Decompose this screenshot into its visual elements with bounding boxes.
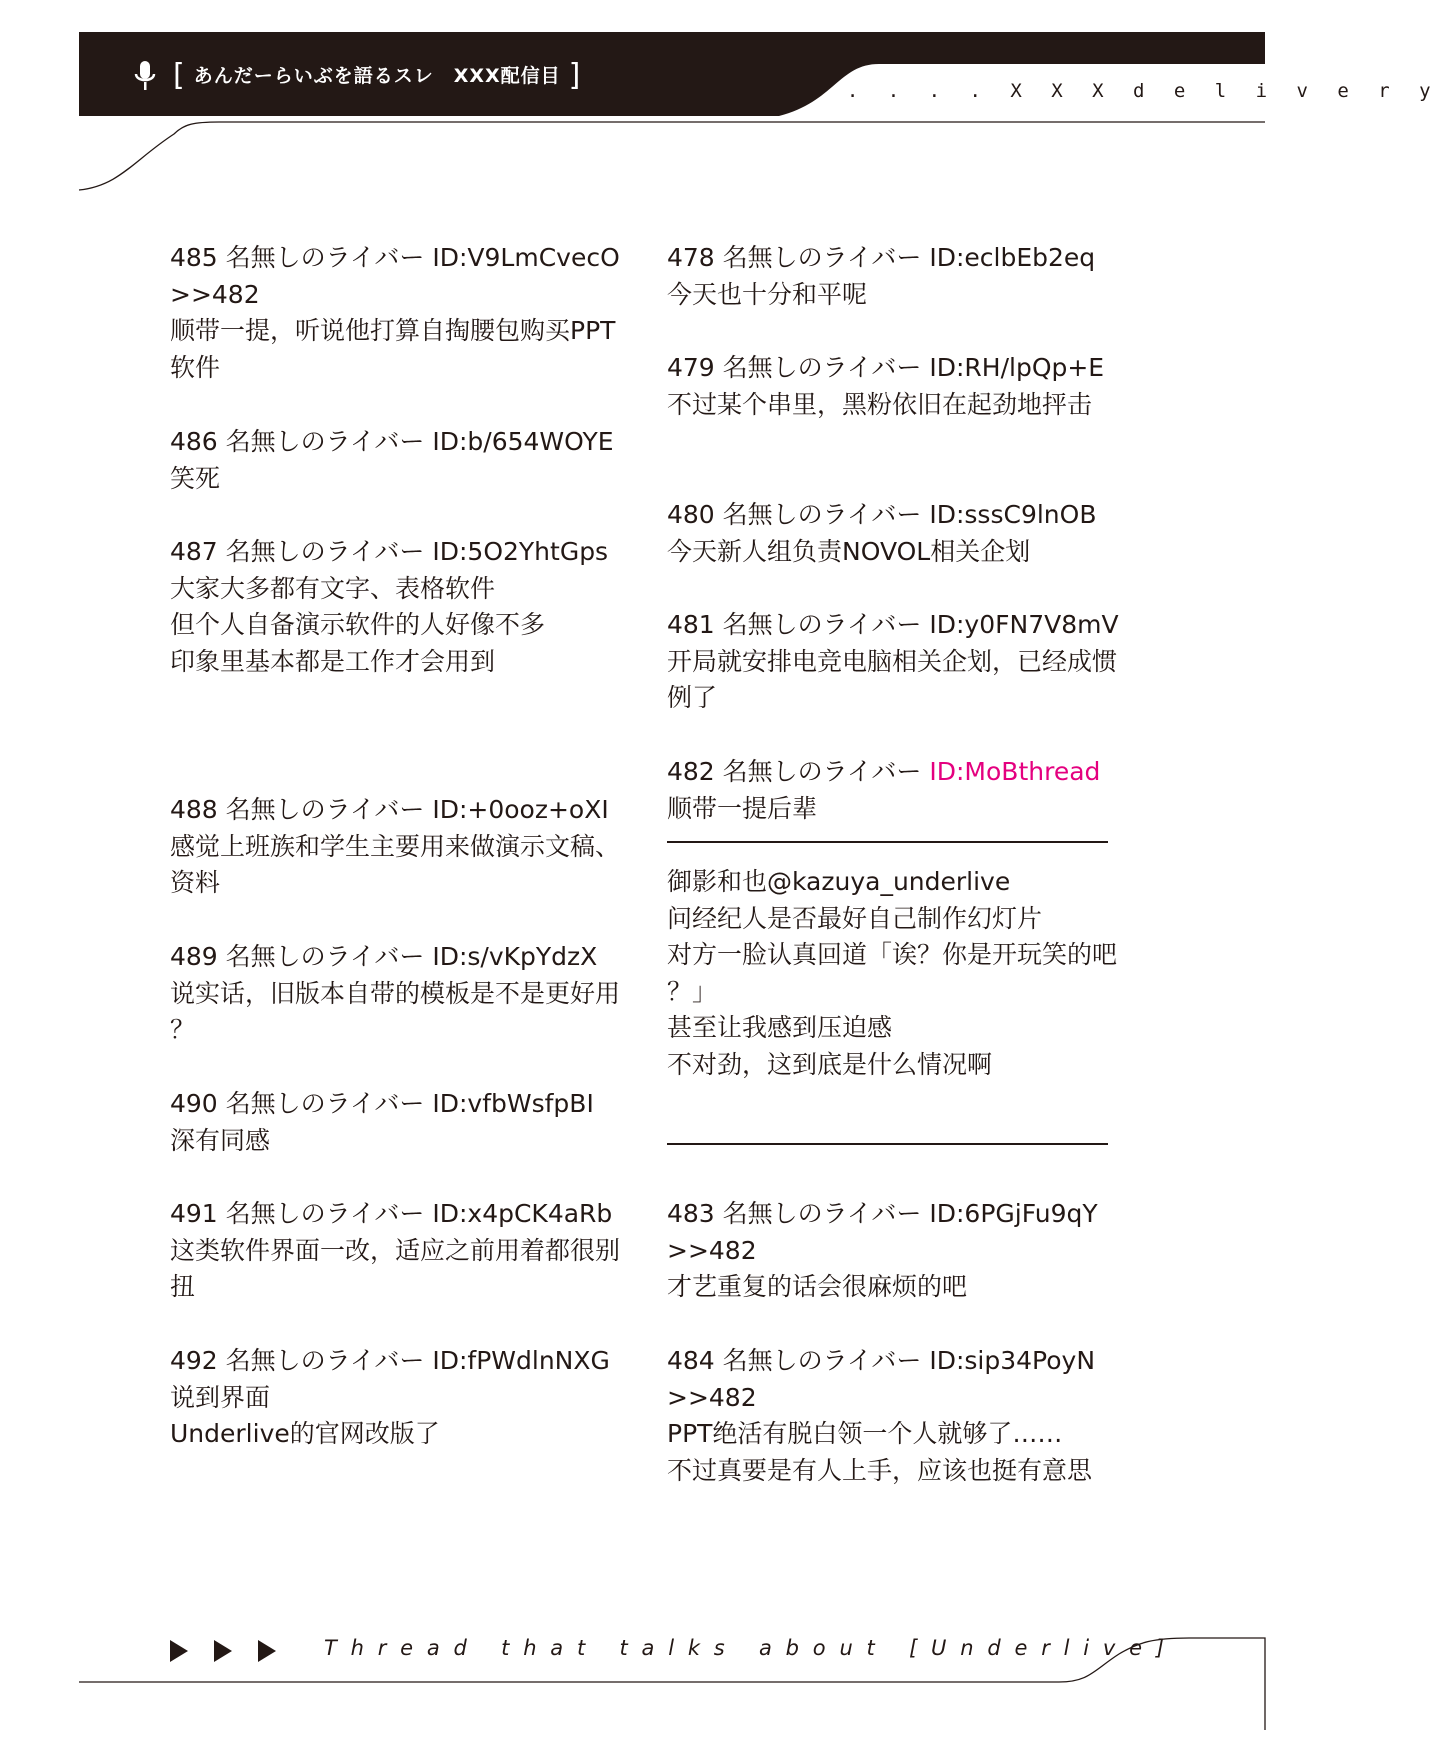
post-line: Underlive的官网改版了 [170, 1419, 440, 1448]
post-line: ？ [170, 1015, 196, 1044]
post-485 [170, 240, 620, 386]
post-line: >>482 [667, 1382, 757, 1412]
post-487 [170, 534, 608, 680]
post-header: 488 名無しのライバー ID:+0ooz+oXI [170, 795, 609, 824]
footer-text: Thread that talks about [Underlive] [324, 1636, 1178, 1660]
tweet-line: 甚至让我感到压迫感 [667, 1013, 893, 1042]
post-478 [667, 240, 1095, 313]
post-line: 软件 [170, 352, 221, 382]
post-line: 说实话，旧版本自带的模板是不是更好用 [170, 978, 621, 1008]
post-line: 今天新人组负责NOVOL相关企划 [667, 536, 1031, 566]
post-header: 487 名無しのライバー ID:5O2YhtGps [170, 537, 609, 566]
post-479 [667, 350, 1104, 423]
post-line: 顺带一提后辈 [667, 793, 818, 823]
post-line: 说到界面 [170, 1382, 271, 1412]
tweet-line: ？」 [667, 976, 718, 1006]
footer-divider-line [79, 1630, 1265, 1730]
post-481 [667, 607, 1119, 717]
tweet-line: 对方一脸认真回道「诶？你是开玩笑的吧 [667, 940, 1118, 969]
post-header: 486 名無しのライバー ID:b/654WOYE [170, 427, 614, 456]
post-491 [170, 1196, 620, 1306]
post-line: PPT绝活有脱白领一个人就够了…… [667, 1419, 1063, 1448]
tweet-top-rule [667, 841, 1108, 843]
thread-title: あんだーらいぶを語るスレ XXX配信目 [193, 65, 561, 87]
post-line: 这类软件界面一改，适应之前用着都很别 [170, 1235, 621, 1265]
post-header: 480 名無しのライバー ID:sssC9lnOB [667, 500, 1097, 529]
post-486 [170, 424, 614, 497]
tweet-bottom-rule [667, 1143, 1108, 1145]
post-492 [170, 1343, 610, 1453]
bracket-close: ] [568, 58, 582, 93]
post-line: 不过某个串里，黑粉依旧在起劲地抨击 [667, 389, 1093, 419]
highlighted-id: ID:MoBthread [929, 757, 1101, 786]
post-line: 大家大多都有文字、表格软件 [170, 573, 496, 603]
post-line: 但个人自备演示软件的人好像不多 [170, 610, 546, 639]
post-484 [667, 1343, 1095, 1489]
tweet-line: 不对劲，这到底是什么情况啊 [667, 1049, 993, 1079]
post-line: 资料 [170, 868, 221, 897]
post-482 [667, 754, 1100, 827]
post-header: 479 名無しのライバー ID:RH/lpQp+E [667, 353, 1105, 382]
post-490 [170, 1086, 594, 1159]
tweet-line: 问经纪人是否最好自己制作幻灯片 [667, 903, 1043, 933]
post-488 [170, 792, 620, 902]
post-header: 489 名無しのライバー ID:s/vKpYdzX [170, 942, 598, 971]
bracket-open: [ [173, 58, 186, 93]
post-line: 笑死 [170, 463, 221, 493]
post-line: 才艺重复的话会很麻烦的吧 [667, 1272, 968, 1301]
post-480 [667, 497, 1096, 570]
post-line: >>482 [667, 1235, 757, 1265]
post-489 [170, 939, 620, 1049]
quoted-tweet [667, 864, 1117, 1083]
post-line: 开局就安排电竞电脑相关企划，已经成惯 [667, 646, 1118, 676]
post-header: 478 名無しのライバー ID:eclbEb2eq [667, 243, 1096, 272]
post-header: 481 名無しのライバー ID:y0FN7V8mV [667, 610, 1119, 639]
post-line: 扭 [170, 1272, 196, 1301]
post-line: 今天也十分和平呢 [667, 279, 868, 309]
post-line: 感觉上班族和学生主要用来做演示文稿、 [170, 831, 621, 861]
post-line: 顺带一提，听说他打算自掏腰包购买PPT [170, 316, 616, 345]
post-line: 不过真要是有人上手，应该也挺有意思 [667, 1455, 1093, 1485]
header-divider-line [79, 120, 1265, 192]
header-subtitle: . . . . . X X X d e l i v e r y [806, 80, 1440, 102]
post-header [667, 754, 1100, 791]
post-header: 485 名無しのライバー ID:V9LmCvecO [170, 243, 620, 272]
post-header: 490 名無しのライバー ID:vfbWsfpBI [170, 1089, 594, 1118]
post-line: 印象里基本都是工作才会用到 [170, 646, 496, 676]
post-line: 深有同感 [170, 1125, 271, 1155]
post-header: 484 名無しのライバー ID:sip34PoyN [667, 1346, 1096, 1375]
post-header-prefix: 482 名無しのライバー [667, 757, 930, 786]
post-header: 492 名無しのライバー ID:fPWdlnNXG [170, 1346, 610, 1375]
header-title [173, 54, 581, 98]
post-line: 例了 [667, 683, 718, 712]
post-line: >>482 [170, 279, 260, 309]
post-header: 491 名無しのライバー ID:x4pCK4aRb [170, 1199, 613, 1228]
post-header: 483 名無しのライバー ID:6PGjFu9qY [667, 1199, 1098, 1228]
post-483 [667, 1196, 1098, 1306]
microphone-icon [134, 60, 156, 94]
tweet-author: 御影和也@kazuya_underlive [667, 867, 1011, 896]
